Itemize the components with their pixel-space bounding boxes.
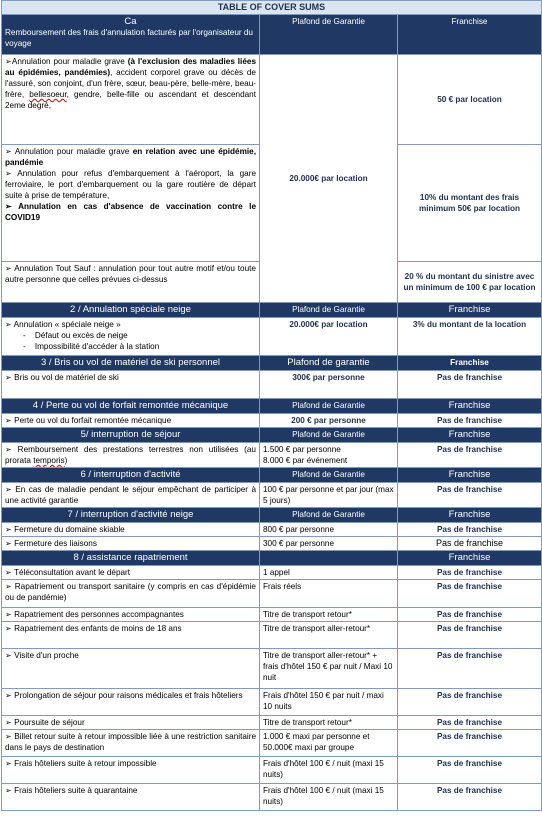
s8-franchise-header: Franchise — [398, 551, 542, 566]
s5-plafond: 1.500 € par personne 8.000 € par événement — [260, 443, 398, 468]
s8-row9-franchise: Pas de franchise — [398, 757, 542, 784]
s7-franchise-header: Franchise — [398, 508, 542, 523]
s8-row1-franchise: Pas de franchise — [398, 566, 542, 580]
s4-plafond-header: Plafond de Garantie — [260, 399, 398, 414]
s5-franchise: Pas de franchise — [398, 443, 542, 468]
s8-title: 8 / assistance rapatriement — [2, 551, 260, 566]
s1-row3-franchise: 20 % du montant du sinistre avec un minimum de 100 € par location — [398, 262, 542, 303]
s8-row3-franchise: Pas de franchise — [398, 608, 542, 622]
s8-row8-label: ➢ Billet retour suite à retour impossible liée à une restriction sanitaire dans le pays de destination — [2, 730, 260, 757]
s8-row10-franchise: Pas de franchise — [398, 784, 542, 811]
s2-row1-label: ➢ Annulation « spéciale neige » - Défaut ou excès de neige - Impossibilité d'accéder à la station — [2, 318, 260, 356]
s8-row4-plafond: Titre de transport aller-retour* — [260, 622, 398, 649]
s3-title: 3 / Bris ou vol de matériel de ski personnel — [2, 356, 260, 371]
s5-row1-label: ➢ Remboursement des prestations terrestres non utilisées (au prorata temporis) — [2, 443, 260, 468]
s1-row1-label: ➢Annulation pour maladie grave (à l'exclusion des maladies liées au épidémies, pandémies), accident corporel grave ou décès de l'assuré, son conjoint, d'un frère, sœur, beau-père, belle-mère, beau-frère, bellesoeur, gendre, belle-fille ou ascendant et descendant 2eme degré, — [2, 55, 260, 145]
s1-row3-label: ➢ Annulation Tout Sauf : annulation pour tout autre motif et/ou toute autre personne que celles prévues ci-dessus — [2, 262, 260, 303]
cover-sums-table — [1, 0, 542, 811]
s5-title: 5/ interruption de séjour — [2, 428, 260, 443]
s7-row1-franchise: Pas de franchise — [398, 523, 542, 537]
s8-row8-plafond: 1.000 € maxi par personne et 50.000€ maxi par groupe — [260, 730, 398, 757]
s8-row9-label: ➢ Frais hôteliers suite à retour impossible — [2, 757, 260, 784]
s8-row5-franchise: Pas de franchise — [398, 649, 542, 689]
s1-row1-franchise: 50 € par location — [398, 55, 542, 145]
s1-plafond: 20.000€ par location — [260, 55, 398, 303]
s1-row2-label: ➢ Annulation pour maladie grave en relation avec une épidémie, pandémie ➢ Annulation pour refus d'embarquement à l'aéroport, la gare ferroviaire, le port d'embarquement ou la gare routière de départ suite à prise de température, ➢ Annulation en cas d'absence de vaccination contre le COVID19 — [2, 145, 260, 262]
s8-row6-franchise: Pas de franchise — [398, 689, 542, 716]
s1-row2-franchise: 10% du montant des frais minimum 50€ par location — [398, 145, 542, 262]
header-col1-top: Ca — [124, 16, 137, 27]
header-col1-body: Remboursement des frais d'annulation facturés par l'organisateur du voyage — [5, 28, 253, 48]
s8-row7-plafond: Titre de transport retour* — [260, 716, 398, 730]
s8-row4-label: ➢ Rapatriement des enfants de moins de 18 ans — [2, 622, 260, 649]
s8-row1-plafond: 1 appel — [260, 566, 398, 580]
s7-row2-plafond: 300 € par personne — [260, 537, 398, 551]
s8-row6-plafond: Frais d'hôtel 150 € par nuit / maxi 10 nuits — [260, 689, 398, 716]
s8-row7-franchise: Pas de franchise — [398, 716, 542, 730]
s8-row2-plafond: Frais réels — [260, 580, 398, 608]
s8-row3-plafond: Titre de transport retour* — [260, 608, 398, 622]
s7-row1-plafond: 800 € par personne — [260, 523, 398, 537]
s8-row10-plafond: Frais d'hôtel 100 € / nuit (maxi 15 nuits) — [260, 784, 398, 811]
s7-row2-label: ➢ Fermeture des liaisons — [2, 537, 260, 551]
s5-franchise-header: Franchise — [398, 428, 542, 443]
s4-franchise: Pas de franchise — [398, 414, 542, 428]
s4-plafond: 200 € par personne — [260, 414, 398, 428]
s6-plafond: 100 € par personne et par jour (max 5 jours) — [260, 483, 398, 508]
s3-row1-label: ➢ Bris ou vol de matériel de ski — [2, 371, 260, 399]
s3-plafond: 300€ par personne — [260, 371, 398, 399]
s8-row9-plafond: Frais d'hôtel 100 € / nuit (maxi 15 nuits) — [260, 757, 398, 784]
s7-row1-label: ➢ Fermeture du domaine skiable — [2, 523, 260, 537]
s8-row6-label: ➢ Prolongation de séjour pour raisons médicales et frais hôteliers — [2, 689, 260, 716]
s3-plafond-header: Plafond de garantie — [260, 356, 398, 371]
s6-plafond-header: Plafond de Garantie — [260, 468, 398, 483]
s8-row4-franchise: Pas de franchise — [398, 622, 542, 649]
s7-row2-franchise: Pas de franchise — [398, 537, 542, 551]
s2-franchise: 3% du montant de la location — [398, 318, 542, 356]
header-plafond: Plafond de Garantie — [260, 15, 398, 55]
s8-row8-franchise: Pas de franchise — [398, 730, 542, 757]
s7-plafond-header: Plafond de Garantie — [260, 508, 398, 523]
s2-plafond: 20.000€ par location — [260, 318, 398, 356]
s7-title: 7 / interruption d'activité neige — [2, 508, 260, 523]
table-title: TABLE OF COVER SUMS — [2, 1, 542, 15]
s8-row3-label: ➢ Rapatriement des personnes accompagnantes — [2, 608, 260, 622]
s6-franchise-header: Franchise — [398, 468, 542, 483]
s2-plafond-header: Plafond de Garantie — [260, 303, 398, 318]
s4-franchise-header: Franchise — [398, 399, 542, 414]
s8-row10-label: ➢ Frais hôteliers suite à quarantaine — [2, 784, 260, 811]
s6-title: 6 / interruption d'activité — [2, 468, 260, 483]
s8-row2-label: ➢ Rapatriement ou transport sanitaire (y compris en cas d'épidémie ou de pandémie) — [2, 580, 260, 608]
s4-title: 4 / Perte ou vol de forfait remontée mécanique — [2, 399, 260, 414]
s4-row1-label: ➢ Perte ou vol du forfait remontée mécanique — [2, 414, 260, 428]
s8-row5-plafond: Titre de transport aller-retour* + frais d'hôtel 150 € par nuit / Maxi 10 nuit — [260, 649, 398, 689]
s5-plafond-header: Plafond de Garantie — [260, 428, 398, 443]
header-col1 — [2, 15, 260, 55]
s2-title: 2 / Annulation spéciale neige — [2, 303, 260, 318]
s6-franchise: Pas de franchise — [398, 483, 542, 508]
s8-row1-label: ➢ Téléconsultation avant le départ — [2, 566, 260, 580]
s8-row7-label: ➢ Poursuite de séjour — [2, 716, 260, 730]
s6-row1-label: ➢ En cas de maladie pendant le séjour empêchant de participer à une activité garantie — [2, 483, 260, 508]
s8-row5-label: ➢ Visite d'un proche — [2, 649, 260, 689]
s3-franchise-header: Franchise — [398, 356, 542, 371]
header-franchise: Franchise — [398, 15, 542, 55]
s3-franchise: Pas de franchise — [398, 371, 542, 399]
s8-row2-franchise: Pas de franchise — [398, 580, 542, 608]
s2-franchise-header: Franchise — [398, 303, 542, 318]
